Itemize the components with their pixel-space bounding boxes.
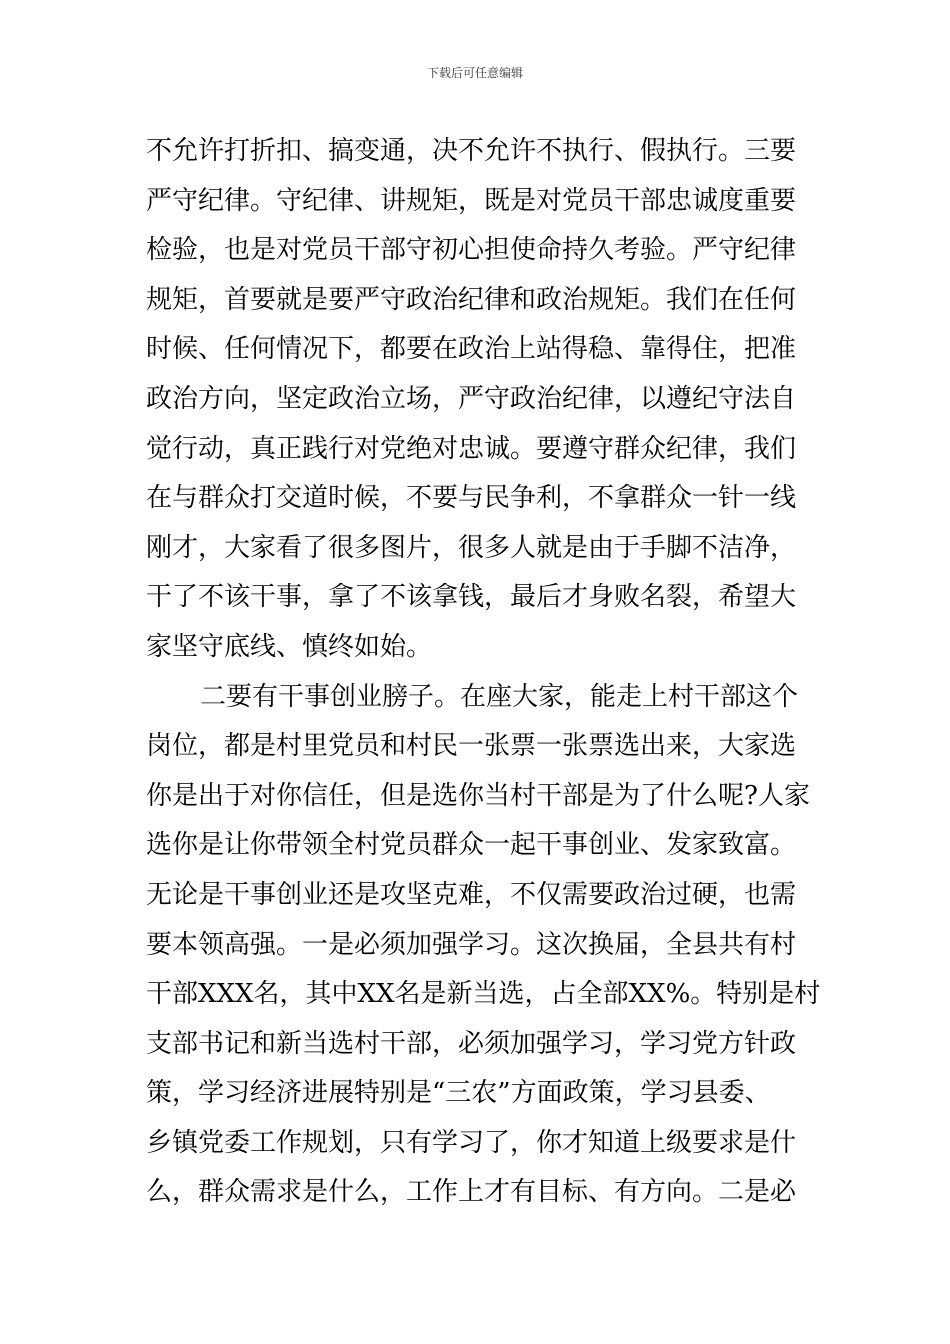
text-line: 在与群众打交道时候，不要与民争利，不拿群众一针一线 (146, 483, 797, 514)
text-line: 么，群众需求是什么，工作上才有目标、有方向。二是必 (146, 1177, 797, 1208)
text-line: 觉行动，真正践行对党绝对忠诚。要遵守群众纪律，我们 (146, 433, 797, 464)
text-line: 干了不该干事，拿了不该拿钱，最后才身败名裂，希望大 (146, 582, 797, 613)
text-line: 支部书记和新当选村干部，必须加强学习，学习党方针政 (146, 1028, 797, 1059)
text-line: 策，学习经济进展特别是“三农”方面政策，学习县委、 (146, 1078, 771, 1109)
text-line: 选你是让你带领全村党员群众一起干事创业、发家致富。 (146, 830, 797, 861)
text-line: 乡镇党委工作规划，只有学习了，你才知道上级要求是什 (146, 1127, 797, 1158)
text-line: 你是出于对你信任，但是选你当村干部是为了什么呢?人家 (146, 780, 810, 811)
text-line: 不允许打折扣、搞变通，决不允许不执行、假执行。三要 (146, 136, 797, 166)
text-line: 规矩，首要就是要严守政治纪律和政治规矩。我们在任何 (146, 284, 797, 315)
text-line: 家坚守底线、慎终如始。 (146, 631, 433, 662)
text-line: 时候、任何情况下，都要在政治上站得稳、靠得住，把准 (146, 334, 797, 365)
text-line: 刚才，大家看了很多图片，很多人就是由于手脚不洁净， (146, 532, 797, 563)
text-line: 检验，也是对党员干部守初心担使命持久考验。严守纪律 (146, 235, 797, 266)
text-line: 无论是干事创业还是攻坚克难，不仅需要政治过硬，也需 (146, 879, 797, 910)
text-line: 干部XXX名，其中XX名是新当选，占全部XX%。特别是村 (146, 979, 821, 1010)
text-line: 严守纪律。守纪律、讲规矩，既是对党员干部忠诚度重要 (146, 185, 797, 216)
document-body (146, 127, 821, 1218)
text-line: 政治方向，坚定政治立场，严守政治纪律，以遵纪守法自 (146, 383, 797, 414)
paragraph-start-line: 二要有干事创业膀子。在座大家，能走上村干部这个 (200, 681, 799, 712)
text-line: 要本领高强。一是必须加强学习。这次换届，全县共有村 (146, 929, 797, 960)
page-header: 下载后可任意编辑 (426, 66, 523, 80)
text-line: 岗位，都是村里党员和村民一张票一张票选出来，大家选 (146, 731, 797, 762)
